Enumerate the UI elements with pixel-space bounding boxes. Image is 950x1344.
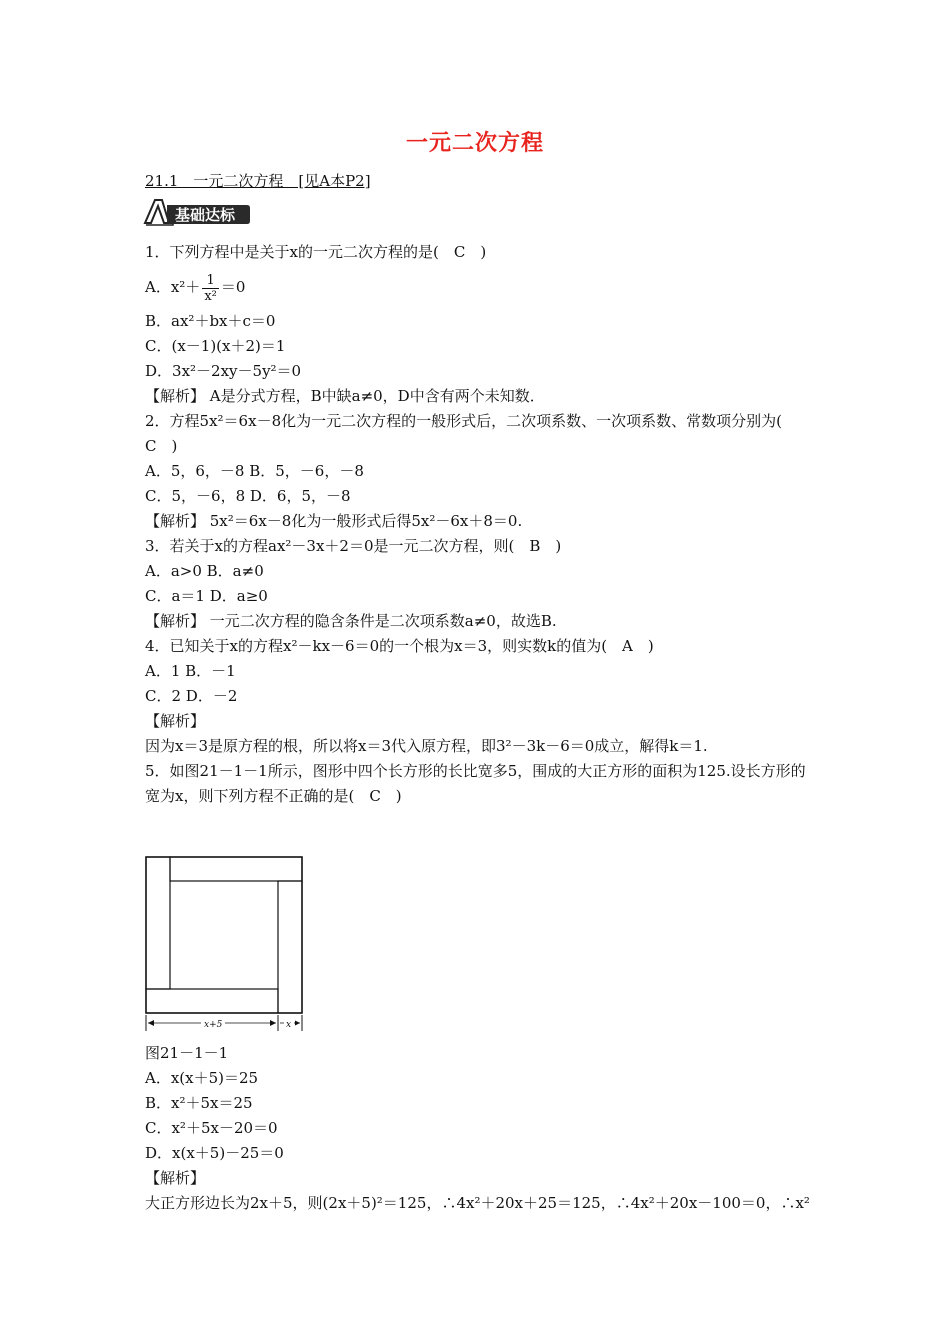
q4-options-ab: A．1 B．－1 [145, 662, 236, 680]
square-figure [145, 847, 305, 1033]
q3-options-ab: A．a>0 B．a≠0 [145, 562, 264, 580]
q1-option-d: D．3x²－2xy－5y²＝0 [145, 362, 302, 380]
q5-stem: 5．如图21－1－1所示，图形中四个长方形的长比宽多5，围成的大正方形的面积为125.设长方形的宽为x，则下列方程不正确的是( C ) [145, 762, 806, 805]
q5-option-a: A．x(x＋5)＝25 [145, 1069, 259, 1087]
q4-analysis: 因为x＝3是原方程的根，所以将x＝3代入原方程，即3²－3k－6＝0成立，解得k＝1. [145, 737, 708, 755]
page-title: 一元二次方程 [405, 130, 544, 156]
q3-stem: 3．若关于x的方程ax²－3x＋2＝0是一元二次方程，则( B ) [145, 537, 562, 555]
q3-options-cd: C．a＝1 D．a≥0 [145, 587, 268, 605]
figure-label-short: x [286, 1020, 292, 1030]
q4-stem: 4．已知关于x的方程x²－kx－6＝0的一个根为x＝3，则实数k的值为( A ) [145, 637, 654, 655]
figure-label-long: x+5 [204, 1020, 223, 1030]
q1-option-c: C．(x－1)(x＋2)＝1 [145, 337, 286, 355]
q2-options-cd: C．5，－6，8 D．6，5，－8 [145, 487, 351, 505]
q1-option-a [145, 265, 810, 309]
q4-analysis-label: 【解析】 [145, 712, 206, 730]
q1-stem: 1．下列方程中是关于x的一元二次方程的是( C ) [145, 243, 487, 261]
basic-level-badge [143, 197, 251, 227]
question-list [145, 240, 810, 1216]
q1-option-a-fraction [202, 273, 219, 304]
q5-analysis: 大正方形边长为2x＋5，则(2x＋5)²＝125，∴4x²＋20x＋25＝125，∴4x²＋20x－100＝0，∴x² [145, 1194, 810, 1212]
section-heading: 21.1 一元二次方程 [见A本P2] [145, 172, 371, 190]
badge-label: 基础达标 [175, 206, 236, 224]
q5-analysis-label: 【解析】 [145, 1169, 206, 1187]
q1-analysis: 【解析】 A是分式方程，B中缺a≠0，D中含有两个未知数． [145, 387, 545, 405]
q2-analysis: 【解析】 5x²＝6x－8化为一般形式后得5x²－6x＋8＝0. [145, 512, 523, 530]
q5-option-d: D．x(x＋5)－25＝0 [145, 1144, 284, 1162]
q2-stem: 2．方程5x²＝6x－8化为一元二次方程的一般形式后，二次项系数、一次项系数、常数项分别为( C ) [145, 412, 797, 455]
fraction-denominator: x² [204, 288, 217, 304]
q5-option-b: B．x²＋5x＝25 [145, 1094, 253, 1112]
figure-caption: 图21－1－1 [145, 1044, 229, 1062]
q1-option-b: B．ax²＋bx＋c＝0 [145, 312, 276, 330]
q2-options-ab: A．5，6，－8 B．5，－6，－8 [145, 462, 364, 480]
q5-option-c: C．x²＋5x－20＝0 [145, 1119, 278, 1137]
q3-analysis: 【解析】 一元二次方程的隐含条件是二次项系数a≠0，故选B. [145, 612, 557, 630]
q1-option-a-suffix: ＝0 [220, 278, 246, 296]
q4-options-cd: C．2 D．－2 [145, 687, 238, 705]
fraction-numerator: 1 [202, 273, 219, 289]
q1-option-a-prefix: A．x²＋ [145, 278, 201, 296]
